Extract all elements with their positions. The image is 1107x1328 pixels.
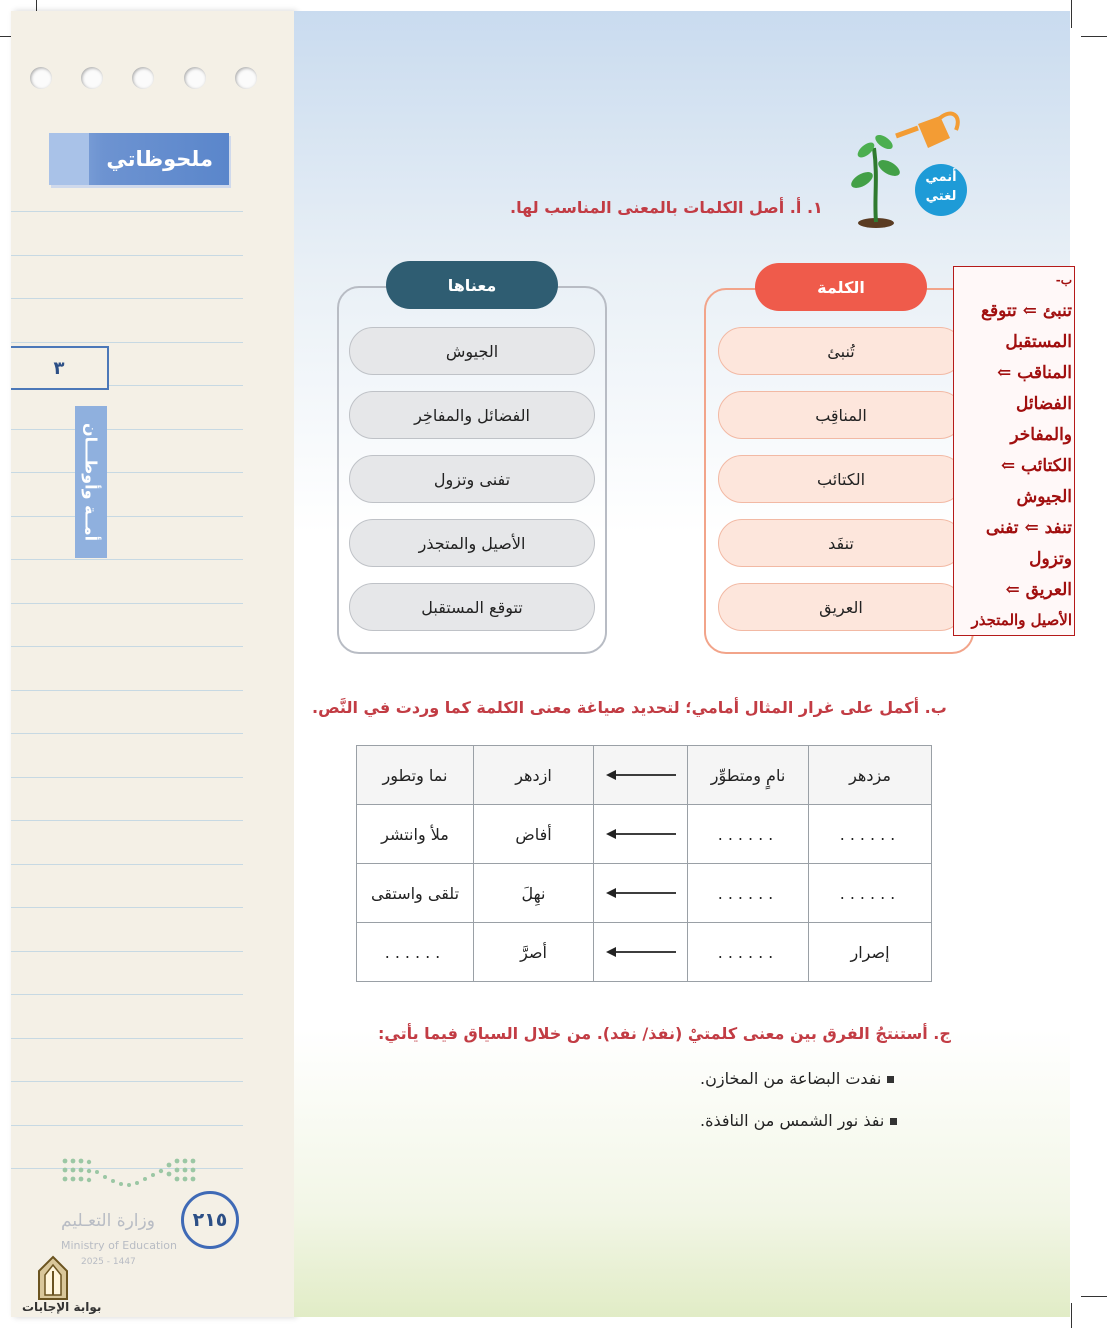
- cell-text: ......: [717, 883, 779, 903]
- meaning-text: تتوقع المستقبل: [421, 597, 523, 617]
- question-a-title: ١. أ. أصل الكلمات بالمعنى المناسب لها.: [510, 198, 823, 217]
- ruled-line: [11, 777, 243, 778]
- ruled-line: [11, 603, 243, 604]
- meaning-card[interactable]: [349, 583, 595, 631]
- cell-arrow: [594, 923, 688, 982]
- meaning-text: تفنى وتزول: [433, 469, 511, 489]
- ministry-name-ar: وزارة التعـليم: [61, 1211, 155, 1231]
- cell-text: ازدهر: [515, 765, 552, 785]
- cell-target-meaning: [357, 805, 474, 864]
- binder-hole: [235, 67, 257, 89]
- cell-source-meaning[interactable]: [688, 923, 809, 982]
- cell-target-meaning[interactable]: [357, 923, 474, 982]
- cell-text: ......: [384, 942, 446, 962]
- unit-number: ٣: [53, 357, 65, 379]
- binder-hole: [81, 67, 103, 89]
- ruled-line: [11, 298, 243, 299]
- ruled-line: [11, 516, 243, 517]
- cell-text: أصرَّ: [520, 942, 547, 962]
- ruled-line: [11, 690, 243, 691]
- meaning-column-header: [386, 261, 558, 309]
- table-row: [357, 864, 932, 923]
- word-card[interactable]: [718, 583, 964, 631]
- ruled-line: [11, 820, 243, 821]
- ruled-line: [11, 951, 243, 952]
- table-row: [357, 746, 932, 805]
- ruled-line: [11, 342, 243, 343]
- answer-line: المناقب ⇐: [996, 363, 1072, 383]
- ruled-line: [11, 472, 243, 473]
- cell-text: نامٍ ومتطوِّر: [710, 765, 786, 785]
- word-text: المناقِب: [815, 405, 867, 425]
- ruled-line: [11, 559, 243, 560]
- answers-portal-logo: [33, 1255, 73, 1303]
- meaning-header-text: معناها: [447, 275, 497, 295]
- answer-line: الكتائب ⇐: [1000, 456, 1072, 476]
- cell-text: ......: [717, 942, 779, 962]
- bullet-marker: [887, 1076, 894, 1083]
- ruled-line: [11, 994, 243, 995]
- cell-target-meaning: [357, 864, 474, 923]
- cell-text: أفاض: [515, 824, 552, 844]
- answers-portal-name: بوابة الإجابات: [22, 1300, 102, 1314]
- cell-target-word: [474, 864, 594, 923]
- lesson-icon-line2: لغتي: [925, 189, 957, 204]
- answer-line: العريق ⇐: [1005, 580, 1072, 600]
- crop-mark: [1081, 1296, 1107, 1297]
- word-forms-table: [356, 745, 932, 982]
- notes-title: ملحوظاتي: [106, 147, 213, 171]
- ruled-line: [11, 1125, 243, 1126]
- word-card[interactable]: [718, 519, 964, 567]
- ruled-line: [11, 429, 243, 430]
- meaning-card[interactable]: [349, 519, 595, 567]
- ruled-line: [11, 733, 243, 734]
- left-arrow-icon: [606, 828, 676, 840]
- cell-arrow: [594, 805, 688, 864]
- cell-source-meaning[interactable]: [688, 864, 809, 923]
- lesson-icon-label: [916, 168, 966, 206]
- cell-arrow: [594, 864, 688, 923]
- cell-source-word: [809, 746, 932, 805]
- cell-text: ......: [839, 883, 901, 903]
- word-text: تنفَد: [828, 533, 854, 553]
- left-arrow-icon: [606, 946, 676, 958]
- ministry-logo-dots: [61, 1157, 197, 1195]
- word-card[interactable]: [718, 391, 964, 439]
- meaning-card[interactable]: [349, 391, 595, 439]
- word-text: الكتائب: [816, 469, 866, 489]
- bullet-item: [700, 1069, 894, 1088]
- unit-name: أمــة وأوطـــان: [81, 422, 101, 542]
- answer-line: والمفاخر: [1010, 425, 1072, 445]
- binder-hole: [184, 67, 206, 89]
- cell-source-word[interactable]: [809, 864, 932, 923]
- crop-mark: [1081, 36, 1107, 37]
- left-arrow-icon: [606, 887, 676, 899]
- lesson-icon-line1: أنمي: [925, 170, 957, 185]
- cell-text: نهِلَ: [521, 883, 546, 903]
- unit-number-box: [11, 346, 109, 390]
- cell-target-word: [474, 746, 594, 805]
- cell-text: نما وتطور: [382, 765, 448, 785]
- ruled-line: [11, 646, 243, 647]
- answer-line: المستقبل: [1005, 332, 1072, 352]
- handwritten-answer-strip: [953, 266, 1075, 636]
- answer-line: وتزول: [1029, 549, 1072, 569]
- crop-mark: [1071, 1303, 1072, 1328]
- cell-text: تلقى واستقى: [370, 883, 460, 903]
- ruled-line: [11, 907, 243, 908]
- cell-source-word: [809, 923, 932, 982]
- word-card[interactable]: [718, 455, 964, 503]
- cell-source-meaning[interactable]: [688, 805, 809, 864]
- left-arrow-icon: [606, 769, 676, 781]
- bullet-text: نفذ نور الشمس من النافذة.: [700, 1111, 885, 1130]
- cell-target-word: [474, 805, 594, 864]
- cell-target-meaning: [357, 746, 474, 805]
- answer-line: تنفد ⇐ تفنى: [985, 518, 1072, 538]
- page-number-text: ٢١٥: [192, 1209, 228, 1231]
- bullet-text: نفدت البضاعة من المخازن.: [700, 1069, 882, 1088]
- tab-strip: [49, 133, 89, 185]
- table-row: [357, 923, 932, 982]
- answer-line: تنبئ ⇐ تتوقع: [980, 301, 1072, 321]
- binder-hole: [30, 67, 52, 89]
- cell-text: إصرار: [850, 942, 890, 962]
- ministry-name-en: Ministry of Education: [61, 1239, 178, 1252]
- crop-mark: [1071, 0, 1072, 28]
- word-header-text: الكلمة: [817, 277, 865, 297]
- cell-arrow: [594, 746, 688, 805]
- page-number: [181, 1191, 239, 1249]
- word-text: العريق: [819, 597, 863, 617]
- bullet-item: [700, 1111, 897, 1130]
- ruled-line: [11, 1081, 243, 1082]
- answer-line: الفضائل: [1015, 394, 1072, 414]
- cell-target-word: [474, 923, 594, 982]
- meaning-card[interactable]: [349, 327, 595, 375]
- ruled-line: [11, 864, 243, 865]
- cell-text: ......: [717, 824, 779, 844]
- question-b-title: ب. أكمل على غرار المثال أمامي؛ لتحديد صياغة معنى الكلمة كما وردت في النَّص.: [312, 698, 947, 717]
- ruled-line: [11, 1038, 243, 1039]
- meaning-text: الفضائل والمفاخِر: [414, 405, 530, 425]
- meaning-text: الأصيل والمتجذر: [418, 533, 526, 553]
- cell-source-word[interactable]: [809, 805, 932, 864]
- binder-hole: [132, 67, 154, 89]
- cell-text: مزدهر: [849, 765, 891, 785]
- answer-line: ب-: [1055, 273, 1072, 287]
- meaning-text: الجيوش: [445, 341, 499, 361]
- notes-title-tab: [49, 133, 229, 185]
- word-column-header: [755, 263, 927, 311]
- ministry-year: 2025 - 1447: [81, 1257, 136, 1267]
- answer-line: الجيوش: [1016, 487, 1072, 507]
- cell-text: ......: [839, 824, 901, 844]
- word-text: تُنبئ: [827, 341, 855, 361]
- unit-name-label: [75, 406, 107, 558]
- bullet-marker: [890, 1118, 897, 1125]
- cell-source-meaning: [688, 746, 809, 805]
- notes-sidebar: [11, 11, 294, 1317]
- cell-text: ملأ وانتشر: [381, 824, 449, 844]
- word-card[interactable]: [718, 327, 964, 375]
- meaning-card[interactable]: [349, 455, 595, 503]
- ruled-line: [11, 211, 243, 212]
- question-c-title: ج. أستنتجُ الفرق بين معنى كلمتيْ (نفذ/ نفد). من خلال السياق فيما يأتي:: [378, 1024, 951, 1043]
- ruled-line: [11, 255, 243, 256]
- table-row: [357, 805, 932, 864]
- answer-line: الأصيل والمتجذر: [971, 611, 1072, 629]
